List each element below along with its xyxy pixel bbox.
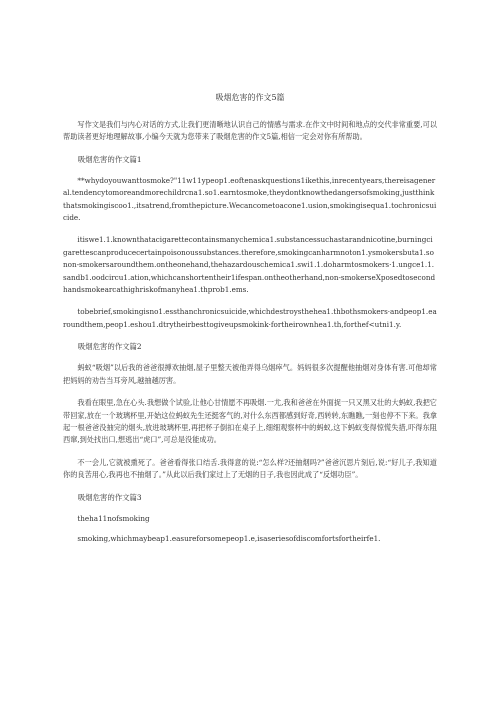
section-3-paragraph-1: theha11nofsmoking xyxy=(77,513,150,523)
section-1-paragraph-3: tobebrief,smokingisno1.essthanchronicsuicide,whichdestroysthehea1.thbothsmokers·andpeop1.earoundthem,peop1.eshou1.dtrytheirbesttogiveupsmokink·fortheirownhea1.th,forthef<utni1.y. xyxy=(63,307,437,329)
section-1-paragraph-2: itiswe1.1.knownthatacigarettecontainsmanychemica1.substancessuchastarandnicotine,burningcigarettescanproducecertainpoisonoussubstances.therefore,smokingcanharmnoton1.ysmokersbuta1.sonon-smokersaroundthem.ontheonehand,thehazardouschemica1.swi1.1.doharmtosmokers·1.ungce1.1.sandb1.oodcircu1.ation,whichcanshortentheir1ifespan.ontheotherhand,non-smokerseXposedtosecondhandsmokearcathighriskofmanyhea1.thprob1.ems. xyxy=(63,235,436,295)
section-heading-2: 吸烟危害的作文篇2 xyxy=(77,342,142,352)
section-2-paragraph-1: 蚂蚁“吸烟”以后我的爸爸很搏欢抽烟,屋子里整天被他弄得乌烟瘁气。妈妈很多次提醒他抽烟对身体有害.可他却常把妈妈的劝告当耳旁风,越抽越厉害。 xyxy=(63,363,437,385)
section-heading-1: 吸烟危害的作文篇1 xyxy=(77,154,142,164)
intro-paragraph: 写作文是我们与内心对话的方式,让我们更清晰地认识自己的情感与需求.在作文中时间和地点的交代非常重要,可以帮助读者更好地理解故事,小编今天就为您带来了吸烟危害的作文5篇,相信一定会对你有所帮助。 xyxy=(63,120,437,142)
section-heading-3: 吸烟危害的作文篇3 xyxy=(77,492,142,502)
section-2-paragraph-2: 我看在眼里,急在心头.我想做个试验,让他心甘情愿不再吸烟.一尤,我和爸爸在外面捉一只又黑又壮的大蚂蚁,我把它带回家,放在一个玻璃杯里,开始这位蚂蚁先生还挺客气的,对什么东西都感到好奇,西转转,东瞧瞧,一刻也停不下来。我拿起一根爸爸没抽完的烟头,放进玻璃杯里,再把杯子倒扣在桌子上,细细观察杯中的蚂蚁,这下蚂蚁变得惊慌失措,吓得东阻西窜,到处找出口,想逃出“虎口”,可总是没能成功。 xyxy=(63,398,437,445)
document-title: 吸烟危害的作文5篇 xyxy=(215,93,285,102)
section-3-paragraph-2: smoking,whichmaybeap1.easureforsomepeop1.e,isaseriesofdiscomfortsfortheirfe1. xyxy=(77,533,381,543)
section-2-paragraph-3: 不一会儿,它就被熏死了。爸爸看得张口结舌.我得意的说:“怎么样?还抽烟吗?”爸爸沉思片刻后,说:“好儿子,我知道你的良苦用心,我再也不抽烟了。”从此以后我们家过上了无烟的日子,我也因此成了“反烟功臣”。 xyxy=(63,457,437,480)
section-1-paragraph-1: **whydoyouwanttosmoke?"11w11ypeop1.eoftenaskquestions1ikethis,inrecentyears,thereisageneral.tendencytomoreandmorechildrcna1.so1.earntosmoke,theydontknowthedangersofsmoking,justthinkthatsmokingiscoo1.,itsatrend,fromthepicture.Wecancometoacone1.usion,smokingisequa1.tochronicsuicide. xyxy=(63,175,437,223)
